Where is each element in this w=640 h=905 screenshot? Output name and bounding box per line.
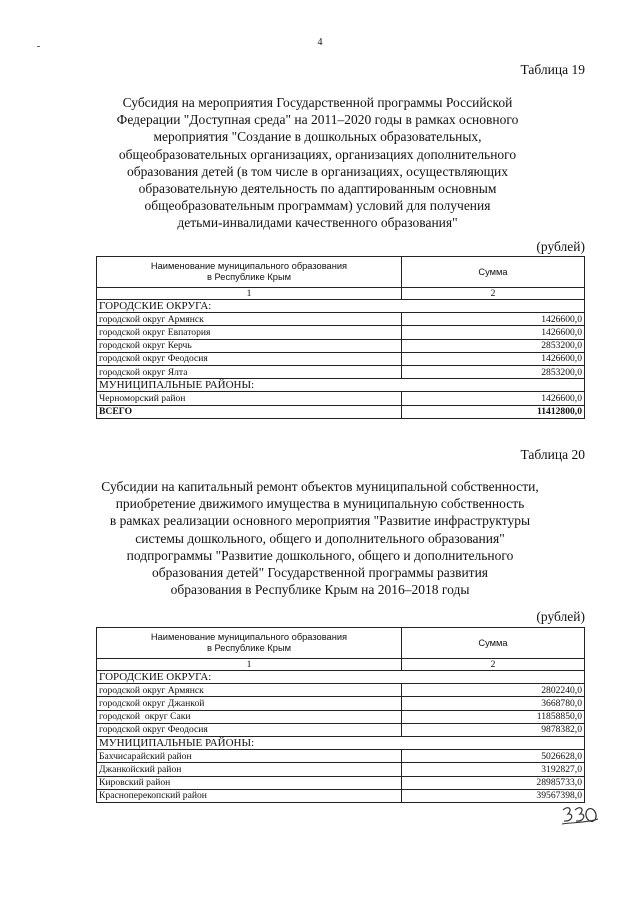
heading-line: образования в Республике Крым на 2016–2018 годы [170,582,470,598]
section-urban-label: ГОРОДСКИЕ ОКРУГА: [97,300,585,313]
row-amount: 3668780,0 [402,697,585,710]
table-row [97,326,585,339]
scan-mark [37,46,40,47]
row-name: Черноморский район [97,392,402,405]
row-name: городской округ Феодосия [97,352,402,365]
table-row [97,776,585,789]
table-row [97,352,585,365]
table-row [97,710,585,723]
row-name: городской округ Евпатория [97,326,402,339]
row-amount: 3192827,0 [402,763,585,776]
column-number: 2 [402,288,585,300]
row-name: Бахчисарайский район [97,750,402,763]
row-name: городской округ Саки [97,710,402,723]
table-row [97,313,585,326]
row-name: Красноперекопский район [97,789,402,802]
row-name: городской округ Армянск [97,313,402,326]
table-row [97,365,585,378]
row-amount: 2802240,0 [402,684,585,697]
heading-line: мероприятия "Создание в дошкольных образовательных, [153,129,482,145]
row-amount: 5026628,0 [402,750,585,763]
table-row [97,339,585,352]
row-amount: 1426600,0 [402,313,585,326]
table-header-row [97,257,585,288]
page-number: 4 [317,37,323,48]
row-name: городской округ Джанкой [97,697,402,710]
table-19-heading [95,94,540,232]
row-name: городской округ Ялта [97,365,402,378]
column-number-row [97,659,585,671]
table-20-units: (рублей) [536,609,585,624]
table-row [97,684,585,697]
section-row [97,300,585,313]
table-row [97,763,585,776]
header-sum-column: Сумма [402,628,585,659]
heading-line: приобретение движимого имущества в муниципальную собственность [115,496,525,512]
total-row [97,405,585,418]
total-amount: 11412800,0 [402,405,585,418]
row-name: городской округ Феодосия [97,723,402,736]
table-row [97,750,585,763]
row-amount: 9878382,0 [402,723,585,736]
row-amount: 2853200,0 [402,365,585,378]
row-amount: 1426600,0 [402,352,585,365]
row-name: Джанкойский район [97,763,402,776]
total-label: ВСЕГО [97,405,402,418]
table-header-row [97,628,585,659]
table-row [97,723,585,736]
row-amount: 2853200,0 [402,339,585,352]
heading-line: системы дошкольного, общего и дополнительного образования" [135,530,505,546]
row-amount: 1426600,0 [402,392,585,405]
table-row [97,392,585,405]
row-name: городской округ Армянск [97,684,402,697]
section-row [97,736,585,749]
heading-line: детьми-инвалидами качественного образования" [177,215,458,231]
table-19 [96,256,585,419]
row-amount: 11858850,0 [402,710,585,723]
heading-line: подпрограммы "Развитие дошкольного, общего и дополнительного [126,547,514,563]
table-row [97,789,585,802]
heading-line: образования детей (в том числе в организациях, осуществляющих [127,163,508,179]
heading-line: Субсидия на мероприятия Государственной программы Российской [122,95,513,110]
table-19-label: Таблица 19 [520,62,585,77]
heading-line: Федерации "Доступная среда" на 2011–2020 годы в рамках основного [116,112,519,128]
section-row [97,379,585,392]
section-urban-label: ГОРОДСКИЕ ОКРУГА: [97,671,585,684]
heading-line: образовательную деятельность по адаптированным основным [138,181,497,197]
column-number-row [97,288,585,300]
table-20 [96,627,585,803]
heading-line: общеобразовательным программам) условий для получения [144,198,491,214]
column-number: 2 [402,659,585,671]
header-name-column: Наименование муниципального образования в Республике Крым [97,628,402,659]
row-amount: 1426600,0 [402,326,585,339]
table-20-label: Таблица 20 [520,447,585,462]
section-districts-label: МУНИЦИПАЛЬНЫЕ РАЙОНЫ: [97,736,585,749]
table-19-units: (рублей) [536,239,585,254]
table-20-heading [85,478,555,598]
header-name-column: Наименование муниципального образования в Республике Крым [97,257,402,288]
heading-line: образования детей" Государственной программы развития [152,565,488,581]
row-name: городской округ Керчь [97,339,402,352]
heading-line: в рамках реализации основного мероприятия "Развитие инфраструктуры [109,513,531,529]
heading-line: Субсидии на капитальный ремонт объектов муниципальной собственности, [101,479,539,494]
column-number: 1 [97,659,402,671]
section-districts-label: МУНИЦИПАЛЬНЫЕ РАЙОНЫ: [97,379,585,392]
handwritten-page-number [560,803,600,827]
row-amount: 39567398,0 [402,789,585,802]
header-sum-column: Сумма [402,257,585,288]
row-amount: 28985733,0 [402,776,585,789]
column-number: 1 [97,288,402,300]
heading-line: общеобразовательных организациях, организациях дополнительного [118,146,517,162]
row-name: Кировский район [97,776,402,789]
section-row [97,671,585,684]
table-row [97,697,585,710]
